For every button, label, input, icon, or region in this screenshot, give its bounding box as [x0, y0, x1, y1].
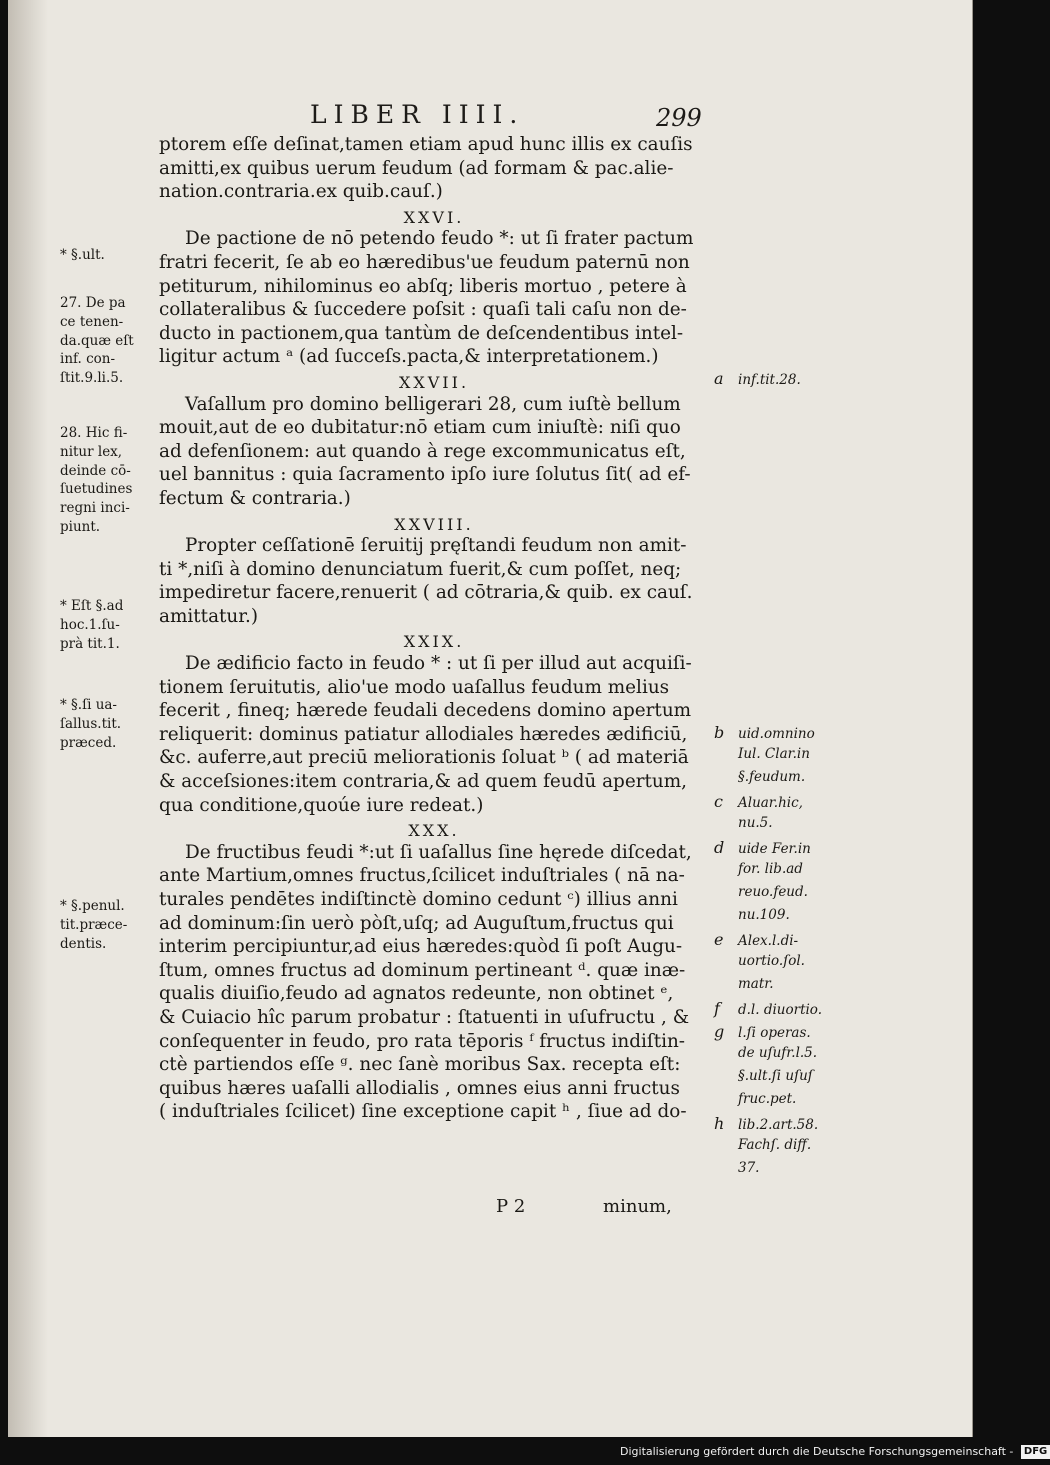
text-line: ducto in pactionem,qua tantùm de deſcendentibus intel-	[159, 322, 684, 344]
right-margin-note	[714, 1160, 759, 1176]
book-page	[8, 0, 973, 1437]
section-heading: XXX.	[408, 821, 460, 841]
margin-note-line: ſuetudines	[60, 481, 133, 498]
text-line: & acceſsiones:item contraria,& ad quem feudū apertum,	[159, 771, 688, 793]
note-text: matr.	[738, 976, 774, 992]
text-line: turales pendētes indiſtinctè domino cedunt ᶜ) illius anni	[159, 889, 678, 910]
text-line: impediretur facere,renuerit ( ad cōtraria,& quib. ex cauſ.	[159, 582, 693, 604]
margin-note-line: hoc.1.ſu-	[60, 616, 120, 633]
text-line: uel bannitus : quia ſacramento ipſo iure ſolutus ſit( ad ef-	[159, 464, 691, 486]
text-line: fectum & contraria.)	[159, 487, 351, 509]
section-heading: XXVIII.	[394, 514, 474, 534]
dfg-logo-icon: DFG	[1021, 1445, 1050, 1459]
note-text: Iul. Clar.in	[738, 746, 810, 762]
margin-note-line: ce tenen-	[60, 313, 124, 330]
right-margin-note	[714, 884, 808, 900]
text-line: amitti,ex quibus uerum feudum (ad formam & pac.alie-	[159, 157, 674, 179]
text-line: qualis diuiſio,feudo ad agnatos redeunte, non obtinet ᵉ,	[159, 983, 674, 1005]
right-margin-note	[714, 723, 815, 742]
margin-note-line: da.quæ eſt	[60, 332, 134, 349]
section-heading: XXVI.	[403, 207, 465, 227]
margin-note-line: regni inci-	[60, 500, 130, 517]
note-text: Aluar.hic,	[738, 795, 803, 811]
note-text: nu.109.	[738, 907, 790, 923]
right-margin-note	[714, 1091, 796, 1107]
text-line: reliquerit: dominus patiatur allodiales hæredes ædificiū,	[159, 723, 688, 745]
right-margin-note	[714, 838, 811, 857]
text-line: ptorem eſſe deſinat,tamen etiam apud hunc illis ex cauſis	[159, 134, 693, 155]
text-line: ligitur actum ᵃ (ad ſucceſs.pacta,& interpretationem.)	[159, 346, 659, 368]
left-margin-note	[60, 597, 160, 653]
text-line: & Cuiacio hîc parum probatur : ſtatuenti in uſufructu , &	[159, 1006, 690, 1028]
margin-note-line: ſtit.9.li.5.	[60, 370, 124, 387]
section-heading: XXIX.	[403, 632, 465, 652]
text-line: Propter ceſſationē ſeruitij pręſtandi feudum non amit-	[185, 535, 687, 557]
note-letter: d	[714, 838, 725, 857]
note-letter: a	[714, 369, 724, 388]
text-line: fecerit , fineq; hærede feudali decedens domino apertum	[159, 700, 692, 722]
text-line: amittatur.)	[159, 605, 259, 627]
text-line: ad dominum:ſin uerò pòſt,uſq; ad Auguſtum,fructus qui	[159, 912, 674, 934]
running-title: LIBER IIII.	[310, 100, 525, 129]
text-line: De ædificio facto in feudo * : ut ſi per illud aut acquiſi-	[185, 653, 692, 675]
text-line: ( induſtriales ſcilicet) ſine exceptione capit ʰ , ſiue ad do-	[159, 1101, 687, 1123]
note-text: lib.2.art.58.	[738, 1117, 819, 1133]
margin-note-line: 27. De pa	[60, 295, 126, 311]
note-text: §.ult.ſi uſuſ	[738, 1068, 813, 1084]
margin-note-line: prà tit.1.	[60, 635, 120, 652]
right-margin-note	[714, 1137, 811, 1153]
note-text: reuo.feud.	[738, 884, 808, 900]
note-text: inf.tit.28.	[738, 372, 801, 388]
catchword: minum,	[603, 1196, 672, 1217]
note-text: nu.5.	[738, 815, 773, 831]
right-margin-note	[714, 861, 803, 877]
signature-line	[496, 1196, 744, 1217]
right-margin-note	[714, 1068, 813, 1084]
note-text: Alex.l.di-	[738, 933, 799, 949]
margin-note-line: 28. Hic fi-	[60, 425, 128, 441]
text-line: collateralibus & ſuccedere poſsit : quaſi tali caſu non de-	[159, 299, 687, 321]
margin-note-line: piunt.	[60, 518, 101, 535]
signature-mark: P 2	[496, 1196, 526, 1217]
text-line: ctè partiendos eſſe ᵍ. nec ſanè moribus Sax. recepta eſt:	[159, 1054, 681, 1076]
right-margin-note	[714, 1045, 817, 1061]
note-text: fruc.pet.	[738, 1091, 797, 1107]
text-line: tionem ſeruitutis, alio'ue modo uaſallus feudum melius	[159, 676, 670, 698]
margin-note-line: * §.penul.	[60, 898, 125, 914]
margin-note-line: præced.	[60, 734, 117, 751]
note-text: 37.	[738, 1160, 760, 1176]
margin-note-line: deinde cō-	[60, 462, 131, 479]
text-line: fratri fecerit, ſe ab eo hæredibus'ue feudum paternū non	[159, 251, 690, 273]
text-line: &c. auferre,aut preciū meliorationis ſoluat ᵇ ( ad materiā	[159, 747, 689, 769]
note-text: uortio.ſol.	[738, 953, 805, 969]
page-header	[8, 100, 972, 134]
text-line: qua conditione,quoúe iure redeat.)	[159, 794, 484, 816]
note-letter: f	[714, 999, 720, 1018]
right-margin-note	[714, 907, 790, 923]
page-number: 299	[656, 104, 702, 132]
right-margin-note	[714, 999, 822, 1018]
note-text: Fachſ. diff.	[738, 1137, 812, 1153]
margin-note-line: tit.præce-	[60, 916, 128, 933]
margin-note-line: dentis.	[60, 935, 107, 952]
margin-note-line: * §.ſi ua-	[60, 697, 117, 713]
right-margin-note	[714, 792, 803, 811]
note-letter: c	[714, 792, 723, 811]
text-line: quibus hæres uaſalli allodialis , omnes eius anni fructus	[159, 1077, 680, 1099]
right-margin-note	[714, 369, 801, 388]
note-text: uid.omnino	[738, 726, 815, 742]
text-line: ad defenſionem: aut quando à rege excommunicatus eſt,	[159, 440, 686, 462]
right-margin-note	[714, 976, 774, 992]
text-line: De fructibus feudi *:ut ſi uaſallus ſine hęrede diſcedat,	[185, 841, 692, 863]
text-line: nation.contraria.ex quib.cauſ.)	[159, 181, 443, 203]
section-heading: XXVII.	[398, 372, 470, 392]
text-line: Vaſallum pro domino belligerari 28, cum iuſtè bellum	[185, 393, 681, 415]
text-line: ti *,niſi à domino denunciatum fuerit,& cum poſſet, neq;	[159, 558, 682, 580]
note-text: de uſufr.l.5.	[738, 1045, 818, 1061]
note-text: d.l. diuortio.	[738, 1002, 822, 1018]
margin-note-line: inf. con-	[60, 351, 116, 368]
margin-note-line: * §.ult.	[60, 247, 105, 263]
text-line: ante Martium,omnes fructus,ſcilicet induſtriales ( nā na-	[159, 865, 685, 887]
footer-text: Digitalisierung gefördert durch die Deutsche Forschungsgemeinschaft -	[620, 1445, 1014, 1458]
right-margin-note	[714, 746, 810, 762]
margin-note-line: * Eſt §.ad	[60, 598, 124, 614]
text-line: ſtum, omnes fructus ad dominum pertineant ᵈ. quæ inæ-	[159, 959, 686, 981]
note-text: l.ſi operas.	[738, 1025, 811, 1041]
right-margin-note	[714, 815, 773, 831]
note-letter: h	[714, 1114, 725, 1133]
note-letter: b	[714, 723, 725, 742]
right-margin-note	[714, 1022, 811, 1041]
note-text: uide Fer.in	[738, 841, 811, 857]
text-line: De pactione de nō petendo feudo *: ut ſi frater pactum	[185, 228, 694, 250]
left-margin-note	[60, 294, 160, 388]
note-letter: e	[714, 930, 724, 949]
right-margin-note	[714, 1114, 818, 1133]
left-margin-note	[60, 897, 160, 953]
note-letter: g	[714, 1022, 725, 1041]
right-margin-note	[714, 769, 805, 785]
margin-note-line: ſallus.tit.	[60, 715, 122, 732]
note-text: §.feudum.	[738, 769, 806, 785]
note-text: for. lib.ad	[738, 861, 803, 877]
text-line: interim percipiuntur,ad eius hæredes:quòd ſi poſt Augu-	[159, 936, 683, 958]
right-margin-note	[714, 953, 805, 969]
text-line: petiturum, nihilominus eo abſq; liberis mortuo , petere à	[159, 275, 687, 297]
right-margin-note	[714, 930, 798, 949]
text-line: conſequenter in feudo, pro rata tēporis ᶠ fructus indiſtin-	[159, 1030, 686, 1052]
margin-note-line: nitur lex,	[60, 443, 123, 460]
digitization-footer	[620, 1443, 1050, 1461]
left-margin-note	[60, 246, 160, 265]
text-line: mouit,aut de eo dubitatur:nō etiam cum iniuſtè: niſi quo	[159, 417, 681, 439]
left-margin-note	[60, 424, 160, 537]
left-margin-note	[60, 696, 160, 752]
main-text-block	[159, 133, 709, 1124]
